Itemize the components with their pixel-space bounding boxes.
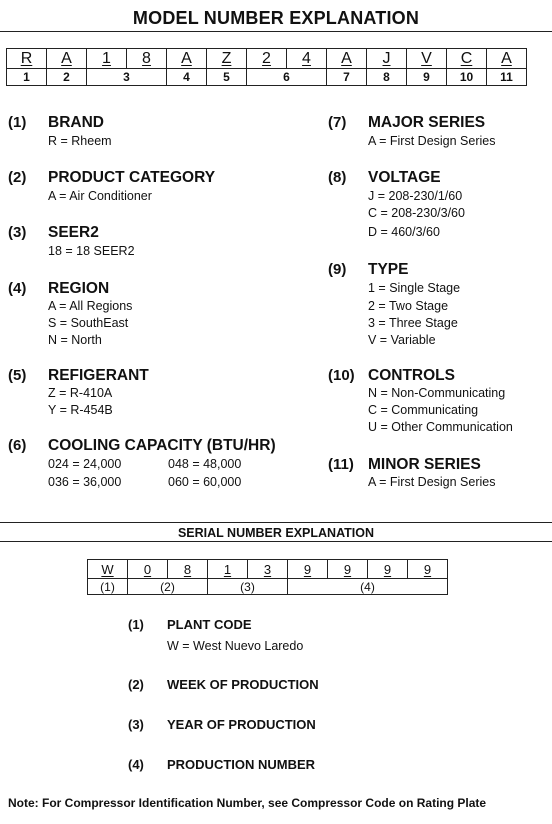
section-line: Z = R-410A (48, 386, 113, 400)
section-line: A = First Design Series (368, 475, 496, 489)
section-heading: COOLING CAPACITY (BTU/HR) (48, 437, 276, 454)
serial-letter: 9 (368, 560, 408, 579)
section-line: V = Variable (368, 333, 436, 347)
serial-letter: 0 (128, 560, 168, 579)
section-line: A = Air Conditioner (48, 189, 152, 203)
section-line: 18 = 18 SEER2 (48, 244, 135, 258)
section-number: (3) (8, 224, 27, 241)
section-heading: MAJOR SERIES (368, 114, 486, 131)
section-number: (11) (328, 456, 354, 473)
serial-group: (1) (88, 579, 128, 595)
model-position: 3 (87, 69, 167, 86)
serial-part-number: (4) (128, 757, 144, 772)
section-heading: VOLTAGE (368, 169, 441, 186)
serial-part-heading: WEEK OF PRODUCTION (167, 677, 319, 692)
serial-letter: 8 (168, 560, 208, 579)
model-code-table (6, 48, 527, 86)
section-number: (1) (8, 114, 27, 131)
section-heading: REGION (48, 280, 110, 297)
serial-part-heading: PLANT CODE (167, 617, 252, 632)
section-heading: TYPE (368, 261, 409, 278)
section-line: 060 = 60,000 (168, 475, 242, 489)
section-line: 024 = 24,000 (48, 457, 122, 471)
section-line: J = 208-230/1/60 (368, 189, 463, 203)
serial-part-number: (2) (128, 677, 144, 692)
model-letter: A (47, 49, 87, 69)
serial-bottom-divider (0, 541, 552, 542)
section-line: D = 460/3/60 (368, 225, 440, 239)
section-heading: REFIGERANT (48, 367, 149, 384)
section-heading: CONTROLS (368, 367, 455, 384)
section-number: (7) (328, 114, 347, 131)
model-letter: 1 (87, 49, 127, 69)
model-letter: A (327, 49, 367, 69)
model-position: 4 (167, 69, 207, 86)
serial-letter: 9 (288, 560, 328, 579)
section-line: C = 208-230/3/60 (368, 206, 465, 220)
serial-group: (4) (288, 579, 448, 595)
model-position: 6 (247, 69, 327, 86)
model-letter: Z (207, 49, 247, 69)
model-position: 2 (47, 69, 87, 86)
serial-letter: 1 (208, 560, 248, 579)
section-line: A = First Design Series (368, 134, 496, 148)
section-number: (2) (8, 169, 27, 186)
section-line: S = SouthEast (48, 316, 129, 330)
title-divider (0, 31, 552, 32)
section-heading: BRAND (48, 114, 104, 131)
footer-note: Note: For Compressor Identification Number, see Compressor Code on Rating Plate (8, 796, 487, 810)
serial-part-number: (3) (128, 717, 144, 732)
section-line: 1 = Single Stage (368, 281, 461, 295)
section-line: Y = R-454B (48, 403, 113, 417)
model-letter: J (367, 49, 407, 69)
section-line: 048 = 48,000 (168, 457, 242, 471)
section-heading: MINOR SERIES (368, 456, 481, 473)
section-number: (4) (8, 280, 27, 297)
section-line: 3 = Three Stage (368, 316, 458, 330)
model-position: 9 (407, 69, 447, 86)
section-line: C = Communicating (368, 403, 479, 417)
section-line: A = All Regions (48, 299, 133, 313)
section-line: 036 = 36,000 (48, 475, 122, 489)
section-heading: PRODUCT CATEGORY (48, 169, 216, 186)
section-line: 2 = Two Stage (368, 299, 449, 313)
model-letter: R (7, 49, 47, 69)
serial-part-line: W = West Nuevo Laredo (167, 639, 304, 653)
model-letter: 2 (247, 49, 287, 69)
model-letter: A (167, 49, 207, 69)
model-position: 5 (207, 69, 247, 86)
serial-part-heading: PRODUCTION NUMBER (167, 757, 316, 772)
serial-group: (3) (208, 579, 288, 595)
model-position: 10 (447, 69, 487, 86)
serial-part-number: (1) (128, 617, 144, 632)
serial-letter: 9 (328, 560, 368, 579)
page-title: MODEL NUMBER EXPLANATION (132, 8, 420, 28)
model-position: 8 (367, 69, 407, 86)
serial-code-table (87, 559, 448, 595)
serial-top-divider (0, 522, 552, 523)
section-line: U = Other Communication (368, 420, 513, 434)
model-position: 1 (7, 69, 47, 86)
section-heading: SEER2 (48, 224, 99, 241)
model-letter: A (487, 49, 527, 69)
model-letter: V (407, 49, 447, 69)
section-number: (9) (328, 261, 347, 278)
section-line: N = Non-Communicating (368, 386, 506, 400)
model-position: 11 (487, 69, 527, 86)
serial-part-heading: YEAR OF PRODUCTION (167, 717, 316, 732)
serial-letter: 3 (248, 560, 288, 579)
serial-letter: 9 (408, 560, 448, 579)
model-letter: 8 (127, 49, 167, 69)
section-number: (6) (8, 437, 27, 454)
model-letter: C (447, 49, 487, 69)
serial-letter: W (88, 560, 128, 579)
model-letter: 4 (287, 49, 327, 69)
section-number: (8) (328, 169, 347, 186)
model-position: 7 (327, 69, 367, 86)
section-line: N = North (48, 333, 102, 347)
section-number: (10) (328, 367, 355, 384)
section-line: R = Rheem (48, 134, 112, 148)
serial-title: SERIAL NUMBER EXPLANATION (177, 526, 375, 540)
section-number: (5) (8, 367, 27, 384)
serial-group: (2) (128, 579, 208, 595)
